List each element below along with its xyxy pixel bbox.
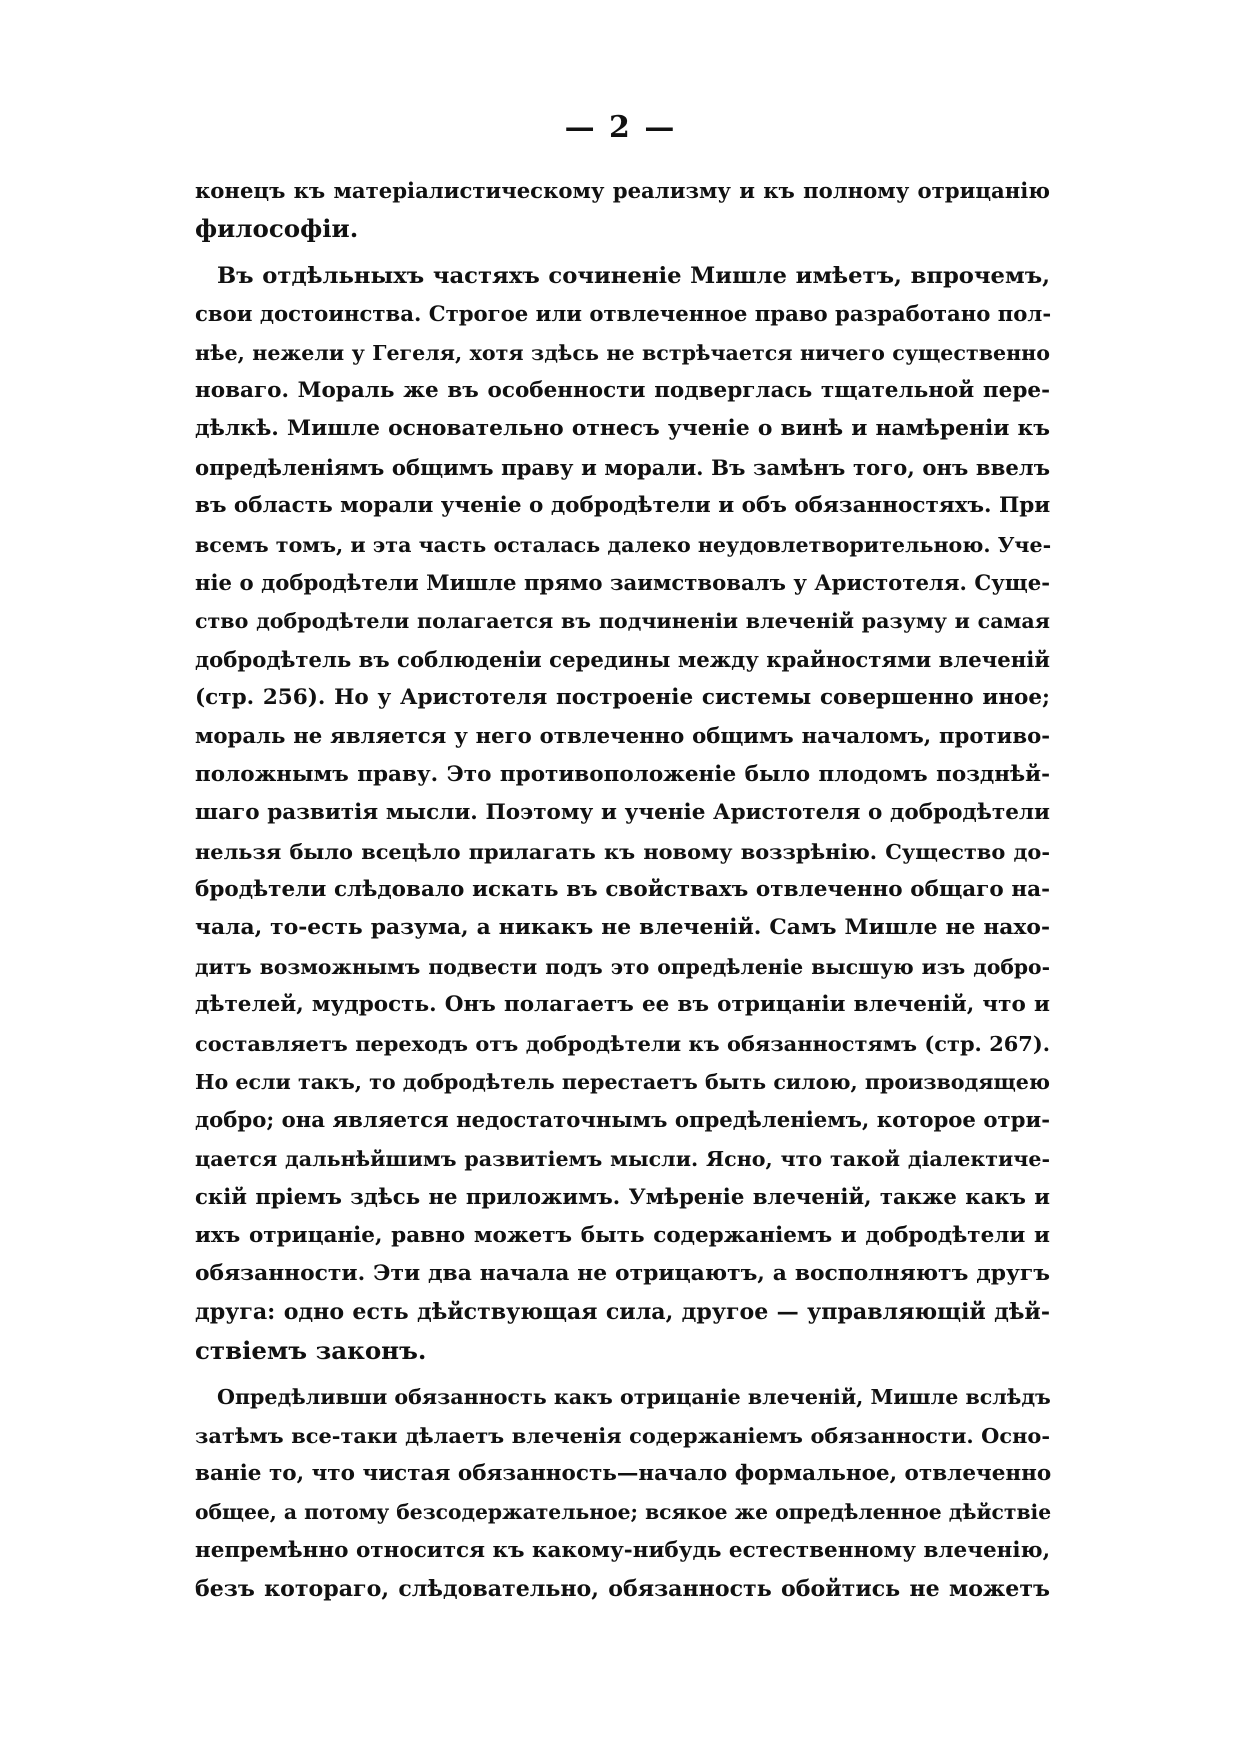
- text-line: въ область морали ученіе о добродѣтели и объ обязанностяхъ. При: [195, 493, 1051, 519]
- text-line: скій пріемъ здѣсь не приложимъ. Умѣреніе влеченій, также какъ и: [195, 1184, 1050, 1210]
- page-number: — 2 —: [564, 110, 677, 145]
- body-text: [195, 172, 1050, 1608]
- text-line: мораль не является у него отвлеченно общимъ началомъ, противо-: [195, 723, 1050, 749]
- text-line: шаго развитія мысли. Поэтому и ученіе Аристотеля о добродѣтели: [195, 800, 1050, 826]
- text-line: безъ котораго, слѣдовательно, обязанность обойтись не можетъ: [195, 1576, 1050, 1603]
- text-line: нѣе, нежели у Гегеля, хотя здѣсь не встрѣчается ничего существенно: [195, 340, 1050, 365]
- paragraph: [195, 1378, 1050, 1608]
- text-line: ихъ отрицаніе, равно можетъ быть содержаніемъ и добродѣтели и: [195, 1222, 1050, 1248]
- text-line: положнымъ праву. Это противоположеніе было плодомъ позднѣй-: [195, 761, 1050, 787]
- text-line: опредѣленіямъ общимъ праву и морали. Въ замѣнъ того, онъ ввелъ: [195, 454, 1050, 480]
- text-line: ніе о добродѣтели Мишле прямо заимствовалъ у Аристотеля. Суще-: [195, 569, 1050, 595]
- text-line: ствіемъ законъ.: [195, 1335, 427, 1365]
- text-line: ство добродѣтели полагается въ подчиненіи влеченій разуму и самая: [195, 609, 1050, 634]
- text-line: бродѣтели слѣдовало искать въ свойствахъ отвлеченно общаго на-: [195, 877, 1050, 903]
- text-line: Опредѣливши обязанность какъ отрицаніе влеченій, Мишле вслѣдъ: [217, 1385, 1051, 1410]
- text-line: общее, а потому безсодержательное; всякое же опредѣленное дѣйствіе: [195, 1500, 1052, 1525]
- text-line: конецъ къ матеріалистическому реализму и къ полному отрицанію: [195, 178, 1050, 203]
- text-line: нельзя было всецѣло прилагать къ новому воззрѣнію. Существо до-: [195, 838, 1050, 864]
- text-line: всемъ томъ, и эта часть осталась далеко неудовлетворительною. Уче-: [195, 532, 1052, 557]
- text-line: добро; она является недостаточнымъ опредѣленіемъ, которое отри-: [195, 1107, 1050, 1133]
- text-line: составляетъ переходъ отъ добродѣтели къ обязанностямъ (стр. 267).: [195, 1030, 1050, 1056]
- text-line: Но если такъ, то добродѣтель перестаетъ быть силою, производящею: [195, 1069, 1050, 1094]
- text-line: дитъ возможнымъ подвести подъ это опредѣленіе высшую изъ добро-: [195, 954, 1050, 979]
- text-line: дѣтелей, мудрость. Онъ полагаетъ ее въ отрицаніи влеченій, что и: [195, 992, 1050, 1018]
- text-line: новаго. Мораль же въ особенности подверглась тщательной пере-: [195, 377, 1050, 403]
- text-line: затѣмъ все-таки дѣлаетъ влеченія содержаніемъ обязанности. Осно-: [195, 1422, 1050, 1448]
- text-line: чала, то-есть разума, а никакъ не влеченій. Самъ Мишле не нахо-: [195, 915, 1050, 941]
- text-line: цается дальнѣйшимъ развитіемъ мысли. Ясно, что такой діалектиче-: [195, 1146, 1050, 1171]
- paragraph: [195, 172, 1050, 249]
- text-line: (стр. 256). Но у Аристотеля построеніе системы совершенно иное;: [195, 685, 1050, 711]
- text-line: обязанности. Эти два начала не отрицаютъ, а восполняютъ другъ: [195, 1260, 1050, 1286]
- text-line: дѣлкѣ. Мишле основательно отнесъ ученіе о винѣ и намѣреніи къ: [195, 416, 1050, 442]
- text-line: друга: одно есть дѣйствующая сила, другое — управляющій дѣй-: [195, 1299, 1050, 1326]
- text-line: Въ отдѣльныхъ частяхъ сочиненіе Мишле имѣетъ, впрочемъ,: [217, 262, 1050, 289]
- text-line: непремѣнно относится къ какому-нибудь естественному влеченію,: [195, 1537, 1051, 1563]
- text-line: добродѣтель въ соблюденіи середины между крайностями влеченій: [195, 646, 1050, 672]
- text-line: свои достоинства. Строгое или отвлеченное право разработано пол-: [195, 301, 1052, 327]
- text-line: ваніе то, что чистая обязанность—начало формальное, отвлеченно: [195, 1460, 1052, 1486]
- text-line: философіи.: [195, 214, 359, 244]
- paragraph: [195, 257, 1050, 1370]
